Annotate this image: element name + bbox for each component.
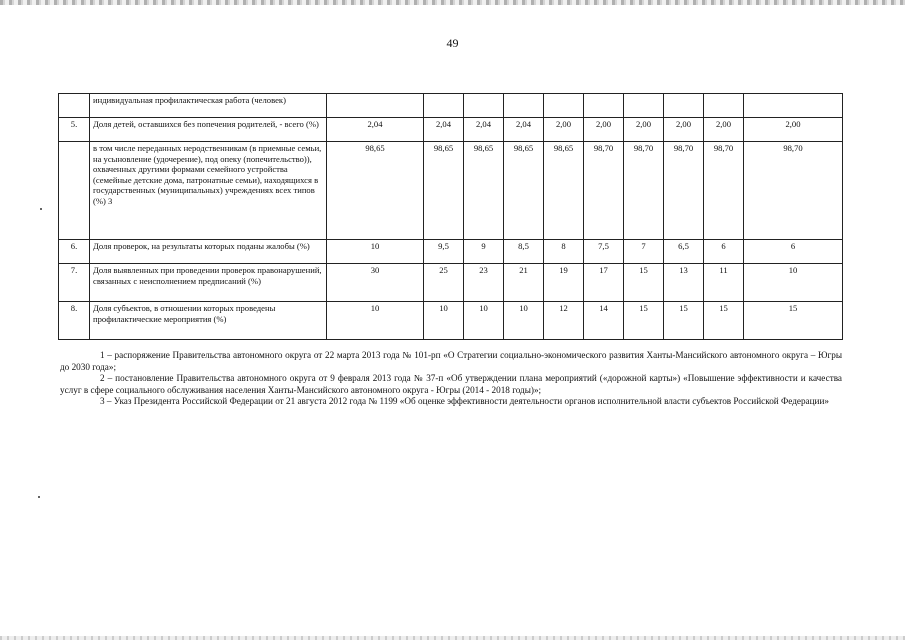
value-cell xyxy=(704,94,744,118)
footnote-3: 3 – Указ Президента Российской Федерации от 21 августа 2012 года № 1199 «Об оценке эффективности деятельности органов исполнительной власти субъектов Российской Федерации» xyxy=(100,396,829,407)
value-cell xyxy=(544,94,584,118)
value-cell: 14 xyxy=(584,302,624,340)
value-cell: 8 xyxy=(544,240,584,264)
value-cell: 7 xyxy=(624,240,664,264)
value-cell: 6 xyxy=(744,240,843,264)
value-cell: 30 xyxy=(327,264,424,302)
value-cell xyxy=(424,94,464,118)
value-cell: 2,04 xyxy=(504,118,544,142)
value-cell xyxy=(464,94,504,118)
value-cell: 10 xyxy=(464,302,504,340)
row-number-cell: 7. xyxy=(59,264,90,302)
indicator-name-cell: Доля выявленных при проведении проверок правонарушений, связанных с неисполнением предписаний (%) xyxy=(90,264,327,302)
table-row xyxy=(59,94,843,118)
value-cell: 98,70 xyxy=(704,142,744,240)
value-cell: 6 xyxy=(704,240,744,264)
table-row xyxy=(59,118,843,142)
table-row xyxy=(59,142,843,240)
value-cell: 17 xyxy=(584,264,624,302)
value-cell xyxy=(504,94,544,118)
scan-edge-top xyxy=(0,0,905,5)
value-cell: 12 xyxy=(544,302,584,340)
value-cell: 98,70 xyxy=(584,142,624,240)
scan-speck xyxy=(38,496,40,498)
value-cell: 2,00 xyxy=(744,118,843,142)
value-cell: 98,65 xyxy=(544,142,584,240)
value-cell: 15 xyxy=(744,302,843,340)
value-cell: 98,65 xyxy=(464,142,504,240)
value-cell: 2,00 xyxy=(704,118,744,142)
value-cell: 2,00 xyxy=(664,118,704,142)
value-cell: 15 xyxy=(704,302,744,340)
value-cell xyxy=(664,94,704,118)
row-number-cell xyxy=(59,142,90,240)
value-cell: 6,5 xyxy=(664,240,704,264)
indicators-table xyxy=(58,93,843,340)
value-cell: 10 xyxy=(424,302,464,340)
indicator-name-cell: в том числе переданных неродственникам (в приемные семьи, на усыновление (удочерение), под опеку (попечительство)), охваченных другими формами семейного устройства (семейные детские дома, патронатные семьи), находящихся в государственных (муниципальных) учреждениях всех типов (%) 3 xyxy=(90,142,327,240)
footnotes xyxy=(60,350,842,408)
value-cell: 98,70 xyxy=(664,142,704,240)
value-cell: 2,00 xyxy=(544,118,584,142)
value-cell: 21 xyxy=(504,264,544,302)
value-cell xyxy=(327,94,424,118)
value-cell: 98,65 xyxy=(504,142,544,240)
table-row xyxy=(59,264,843,302)
table-row xyxy=(59,240,843,264)
indicator-name-cell: Доля субъектов, в отношении которых проведены профилактические мероприятия (%) xyxy=(90,302,327,340)
value-cell: 10 xyxy=(327,302,424,340)
value-cell: 2,00 xyxy=(624,118,664,142)
row-number-cell xyxy=(59,94,90,118)
value-cell: 2,00 xyxy=(584,118,624,142)
value-cell: 98,65 xyxy=(424,142,464,240)
value-cell: 98,70 xyxy=(744,142,843,240)
table-body xyxy=(59,94,843,340)
footnote-1: 1 – распоряжение Правительства автономного округа от 22 марта 2013 года № 101-рп «О Стратегии социально-экономического развития Ханты-Мансийского автономного округа – Югры до 2030 года»; xyxy=(60,350,842,372)
value-cell: 23 xyxy=(464,264,504,302)
value-cell: 10 xyxy=(504,302,544,340)
value-cell: 98,70 xyxy=(624,142,664,240)
value-cell xyxy=(584,94,624,118)
row-number-cell: 8. xyxy=(59,302,90,340)
scan-speck xyxy=(40,208,42,210)
value-cell: 10 xyxy=(327,240,424,264)
table-row xyxy=(59,302,843,340)
value-cell: 7,5 xyxy=(584,240,624,264)
value-cell xyxy=(624,94,664,118)
value-cell: 9 xyxy=(464,240,504,264)
value-cell: 13 xyxy=(664,264,704,302)
row-number-cell: 5. xyxy=(59,118,90,142)
indicator-name-cell: Доля проверок, на результаты которых поданы жалобы (%) xyxy=(90,240,327,264)
value-cell: 2,04 xyxy=(464,118,504,142)
value-cell: 9,5 xyxy=(424,240,464,264)
value-cell: 25 xyxy=(424,264,464,302)
value-cell: 19 xyxy=(544,264,584,302)
value-cell: 98,65 xyxy=(327,142,424,240)
value-cell: 10 xyxy=(744,264,843,302)
row-number-cell: 6. xyxy=(59,240,90,264)
scan-edge-bottom xyxy=(0,636,905,640)
value-cell: 15 xyxy=(664,302,704,340)
value-cell: 15 xyxy=(624,302,664,340)
footnote-2: 2 – постановление Правительства автономного округа от 9 февраля 2013 года № 37-п «Об утверждении плана мероприятий («дорожной карты») «Повышение эффективности и качества услуг в сфере социального обслуживания населения Ханты-Мансийского автономного округа - Югры (2014 - 2018 годы)»; xyxy=(60,373,842,395)
value-cell: 15 xyxy=(624,264,664,302)
indicator-name-cell: индивидуальная профилактическая работа (человек) xyxy=(90,94,327,118)
value-cell: 2,04 xyxy=(424,118,464,142)
indicator-name-cell: Доля детей, оставшихся без попечения родителей, - всего (%) xyxy=(90,118,327,142)
page-number: 49 xyxy=(446,36,459,50)
value-cell: 8,5 xyxy=(504,240,544,264)
value-cell: 11 xyxy=(704,264,744,302)
value-cell: 2,04 xyxy=(327,118,424,142)
value-cell xyxy=(744,94,843,118)
